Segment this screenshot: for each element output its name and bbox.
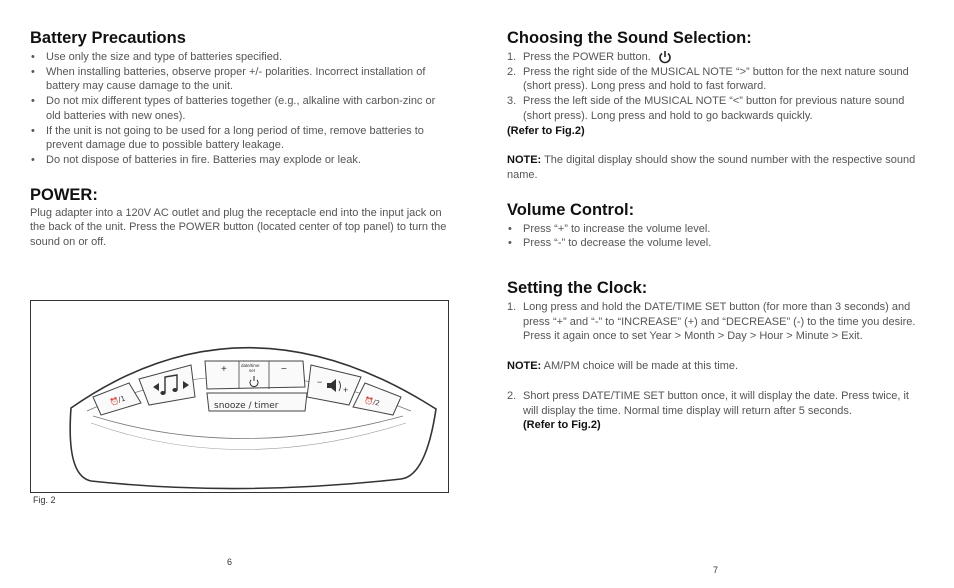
step-text: Press the POWER button. bbox=[523, 51, 651, 63]
step-text: Long press and hold the DATE/TIME SET button (for more than 3 seconds) and press “+” and “-” to “INCREASE” (+) and “DECREASE” (-) to the time you desire. Press it again once to set Year > Month > Day > Hour > Minute > Exit. bbox=[523, 301, 916, 343]
figure-caption: Fig. 2 bbox=[33, 495, 56, 505]
power-text: Plug adapter into a 120V AC outlet and plug the receptacle end into the input jack on the back of the unit. Press the POWER button (located center of top panel) to turn the sound on or off. bbox=[30, 206, 447, 249]
battery-item: • If the unit is not going to be used for a long period of time, remove batteries to prevent damage due to possible battery leakage. bbox=[30, 124, 450, 153]
volume-heading: Volume Control: bbox=[507, 200, 635, 219]
volume-plus-label: + bbox=[343, 385, 349, 395]
figure-2-box bbox=[30, 300, 449, 493]
sound-step bbox=[507, 65, 927, 94]
battery-item: • Use only the size and type of batteries specified. bbox=[30, 50, 450, 65]
note-text: The digital display should show the sound number with the respective sound name. bbox=[507, 154, 916, 181]
step-text: Press the left side of the MUSICAL NOTE “<” button for previous nature sound (short press). Long press and hold to go backwards quickly. bbox=[523, 95, 905, 122]
power-icon bbox=[658, 50, 672, 64]
sound-note bbox=[507, 153, 927, 182]
alarm1-label: ⏰/1 bbox=[109, 394, 127, 407]
sound-step bbox=[507, 50, 927, 65]
snooze-label: snooze / timer bbox=[214, 401, 279, 411]
battery-item: • Do not mix different types of batteries together (e.g., alkaline with carbon-zinc or old batteries with new ones). bbox=[30, 94, 450, 123]
volume-item: • Press “+” to increase the volume level. bbox=[507, 222, 927, 237]
note-label: NOTE: bbox=[507, 154, 542, 167]
minus-label: − bbox=[281, 364, 287, 375]
step-number: 2. bbox=[507, 389, 517, 402]
date-time-set-label: set bbox=[249, 368, 256, 373]
step-text: Short press DATE/TIME SET button once, it will display the date. Press twice, it will display the time. Normal time display will return after 5 seconds. bbox=[523, 389, 909, 417]
sound-step bbox=[507, 94, 927, 123]
clock-step bbox=[507, 389, 927, 418]
step-number: 2. bbox=[507, 65, 517, 78]
right-page-column bbox=[507, 28, 927, 433]
clock-steps-2 bbox=[507, 389, 927, 418]
device-illustration bbox=[31, 301, 448, 492]
clock-refer: (Refer to Fig.2) bbox=[523, 419, 601, 432]
battery-item: • When installing batteries, observe proper +/- polarities. Incorrect installation of battery may cause damage to the unit. bbox=[30, 65, 450, 94]
note-text: AM/PM choice will be made at this time. bbox=[541, 360, 739, 373]
left-page-column bbox=[30, 28, 450, 250]
sound-heading: Choosing the Sound Selection: bbox=[507, 29, 752, 47]
volume-list bbox=[507, 222, 927, 251]
page-number-right: 7 bbox=[713, 565, 719, 575]
step-text: Press the right side of the MUSICAL NOTE “>” button for the next nature sound (short press). Long press and hold to fast forward. bbox=[523, 65, 909, 93]
sound-steps bbox=[507, 50, 927, 124]
alarm2-label: ⏰/2 bbox=[363, 396, 381, 408]
battery-heading: Battery Precautions bbox=[30, 29, 186, 47]
plus-label: + bbox=[221, 364, 227, 375]
battery-list bbox=[30, 50, 450, 168]
clock-step bbox=[507, 300, 927, 344]
sound-refer: (Refer to Fig.2) bbox=[507, 124, 585, 137]
date-time-label: date/time bbox=[241, 363, 260, 368]
battery-item: • Do not dispose of batteries in fire. Batteries may explode or leak. bbox=[30, 153, 450, 168]
step-number: 1. bbox=[507, 51, 517, 63]
clock-heading: Setting the Clock: bbox=[507, 279, 648, 298]
page-number-left: 6 bbox=[227, 557, 233, 567]
step-number: 1. bbox=[507, 301, 517, 314]
clock-steps bbox=[507, 300, 927, 344]
clock-note bbox=[507, 359, 927, 374]
step-number: 3. bbox=[507, 95, 517, 108]
volume-minus-label: − bbox=[317, 377, 323, 387]
power-heading: POWER: bbox=[30, 185, 98, 204]
volume-item: • Press “-” to decrease the volume level. bbox=[507, 236, 927, 251]
note-label: NOTE: bbox=[507, 360, 542, 373]
